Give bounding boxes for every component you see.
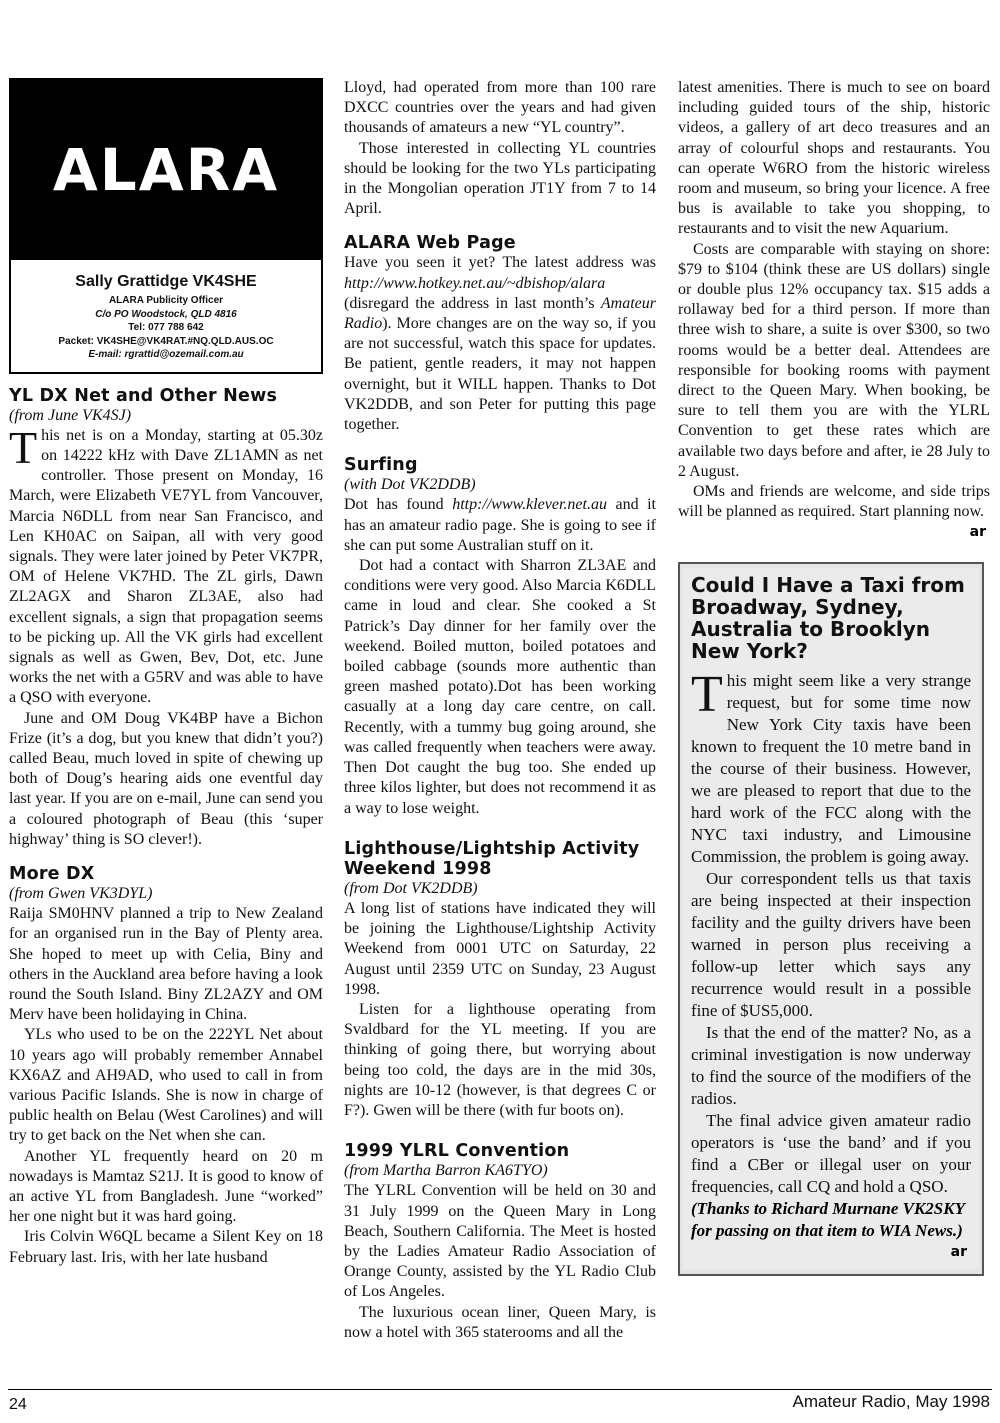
- alara-title: ALARA: [52, 136, 280, 204]
- taxi-end-mark: ar: [950, 1244, 967, 1261]
- web-url[interactable]: http://www.hotkey.net.au/~dbishop/alara: [344, 274, 606, 292]
- surf-text-2: and it has an amateur radio page. She is going to see if she can put some Australian stuff on it.: [344, 496, 656, 554]
- surf-url[interactable]: http://www.klever.net.au: [452, 496, 607, 514]
- column-2: [344, 78, 656, 1343]
- yldx-heading: YL DX Net and Other News: [9, 385, 278, 406]
- taxi-para-2: Our correspondent tells us that taxis are being inspected at their inspection facility and the guilty drivers have been warned in person plus receiving a follow-up letter which says any recurrence would result in a possible fine of $US5,000.: [691, 869, 971, 1021]
- taxi-para-4: The final advice given amateur radio operators is ‘use the band’ and if you find a CBer or illegal user on your frequencies, call CQ and hold a QSO.: [691, 1111, 971, 1197]
- surf-text-1: Dot has found: [344, 496, 453, 514]
- taxi-para-1-text: his might seem like a very strange request, but for some time now New York City taxis have been known to frequent the 10 metre band in the course of their business. However, we are pleased to report that due to the hard work of the FCC along with the NYC taxi industry, and Limousine Commission, the problem is going away.: [691, 671, 971, 867]
- taxi-para-1: [691, 666, 971, 868]
- moredx-para-5: Lloyd, had operated from more than 100 rare DXCC countries over the years and had given thousands of amateurs a new “YL country”.: [344, 79, 656, 137]
- surf-para-2: Dot had a contact with Sharron ZL3AE and conditions were very good. Also Marcia K6DLL came in loud and clear. She cooked a St Patrick’s Day dinner for her family over the weekend. Boiled mutton, boiled potatoes and boiled cabbage (sounds more authentic than green mashed potato).Dot has been working casually at a long day care centre, on call. Recently, with a tummy bug going around, she was called frequently when teachers were away. Then Dot caught the bug too. She ended up three kilos lighter, but does not recommend it as a way to lose weight.: [344, 557, 656, 817]
- yldx-dropcap: T: [9, 421, 38, 473]
- alara-tel: Tel: 077 788 642: [128, 322, 204, 333]
- yldx-para-2: June and OM Doug VK4BP have a Bichon Frize (it’s a dog, but you knew that didn’t you?) called Beau, much loved in spite of chewing up both of Doug’s hearing aids one eventful day last year. If you are on e-mail, June can send you a coloured photograph of Beau (this ‘super highway’ thing is SO clever!).: [9, 709, 323, 848]
- publication-line: Amateur Radio, May 1998: [792, 1392, 990, 1411]
- yldx-para-1-text: his net is on a Monday, starting at 05.30z on 14222 kHz with Dave ZL1AMN as net controller. Those present on Monday, 16 March, were Elizabeth VE7YL from Vancouver, Marcia N6DLL from near San Francisco, and Len KH0AC on Saipan, all with very good signals. They were later joined by Peter VK7PR, OM of Helene VK7HD. The ZL girls, Dawn ZL2AGX and Sharon ZL3AE, also had excellent signals, a sign that propagation seems to be picking up. All the VK girls had excellent signals as well as Gwen, Bev, Dot, etc. June works the net with a G5RV and was able to have a QSO with everyone.: [9, 426, 323, 707]
- web-heading: ALARA Web Page: [344, 233, 516, 254]
- ylrl-end-mark: ar: [969, 524, 986, 541]
- moredx-byline: (from Gwen VK3DYL): [9, 884, 153, 902]
- surf-byline: (with Dot VK2DDB): [344, 476, 476, 494]
- moredx-para-4: Iris Colvin W6QL became a Silent Key on 18 February last. Iris, with her late husband: [9, 1228, 323, 1266]
- surf-para-1: [344, 495, 656, 556]
- alara-role: ALARA Publicity Officer: [108, 295, 224, 306]
- web-para: [344, 253, 656, 435]
- taxi-dropcap: T: [691, 666, 723, 724]
- moredx-para-1: Raija SM0HNV planned a trip to New Zealand for an organised run in the Bay of Plenty area. She hoped to meet up with Celia, Biny and others in the Auckland area before having a look round the South Island. Biny ZL2AZY and OM Merv have been holidaying in China.: [9, 905, 323, 1024]
- ylrl-para-1: The YLRL Convention will be held on 30 and 31 July 1999 on the Queen Mary in Long Beach, Southern California. The Meet is hosted by the Ladies Amateur Radio Association of Orange County, assisted by the YL Radio Club of Los Angeles.: [344, 1182, 656, 1301]
- alara-name: Sally Grattidge VK4SHE: [75, 273, 257, 290]
- footer-rule: [8, 1389, 992, 1390]
- web-text-1: Have you seen it yet? The latest address was: [344, 254, 656, 272]
- taxi-credit: (Thanks to Richard Murnane VK2SKY for passing on that item to WIA News.): [691, 1199, 965, 1241]
- column-3: [678, 78, 990, 1276]
- alara-banner: [11, 80, 321, 260]
- light-heading: Lighthouse/Lightship Activity Weekend 1998: [344, 838, 640, 879]
- taxi-para-3: Is that the end of the matter? No, as a criminal investigation is now underway to find the source of the modifiers of the radios.: [691, 1023, 971, 1109]
- moredx-para-3: Another YL frequently heard on 20 m nowadays is Mamtaz S21J. It is good to know of an active YL from Bangladesh. June “worked” her one night but it was hard going.: [9, 1147, 323, 1226]
- ylrl-para-4: Costs are comparable with staying on shore: $79 to $104 (think these are US dollars) single or double plus 12% occupancy tax. $15 adds a rollaway bed for a third person. If more than three wish to share, a suite is over $300, so two rooms would be a better deal. Attendees are responsible for booking rooms with payment direct to the Queen Mary. When booking, be sure to tell them you are with the YLRL Convention to get these rates which are available two days before and after, ie 28 July to 2 August.: [678, 240, 990, 480]
- light-para-2: Listen for a lighthouse operating from Svaldbard for the YL meeting. If you are thinking of going there, but worrying about being too cold, the days are in the mid 30s, nights are 10-12 (however, is that degrees C or F?). Gwen will be there (with fur boots on).: [344, 1000, 656, 1119]
- ylrl-para-3: latest amenities. There is much to see on board including guided tours of the ship, historic videos, a gallery of art deco treasures and an array of colourful shops and restaurants. You can operate W6RO from the historic wireless room and museum, so bring your licence. A free bus is available to take you shopping, to restaurants and to visit the new Aquarium.: [678, 79, 990, 238]
- yldx-para-1: [9, 421, 323, 709]
- alara-masthead: [9, 78, 323, 374]
- web-text-3: ). More changes are on the way so, if you are not successful, watch this space for updates. Be patient, gentle readers, it may not happen overnight, but it WILL happen. Thanks to Dot VK2DDB, and son Peter for putting this page together.: [344, 315, 656, 434]
- ylrl-byline: (from Martha Barron KA6TYO): [344, 1162, 548, 1180]
- moredx-heading: More DX: [9, 863, 95, 884]
- alara-packet: Packet: VK4SHE@VK4RAT.#NQ.QLD.AUS.OC: [58, 335, 274, 347]
- yldx-byline: (from June VK4SJ): [9, 406, 132, 424]
- web-magazine: Amateur Radio: [344, 294, 656, 333]
- light-para-1: A long list of stations have indicated they will be joining the Lighthouse/Lightship Activity Weekend from 0001 UTC on Saturday, 22 August until 2359 UTC on Sunday, 23 August 1998.: [344, 899, 656, 998]
- column-1: [9, 78, 323, 1268]
- light-byline: (from Dot VK2DDB): [344, 879, 478, 897]
- page-number: 24: [9, 1396, 27, 1413]
- taxi-heading: Could I Have a Taxi from Broadway, Sydney, Australia to Brooklyn New York?: [691, 573, 965, 664]
- moredx-para-6: Those interested in collecting YL countries should be looking for the two YLs participating in the Mongolian operation JT1Y from 7 to 14 April.: [344, 139, 656, 218]
- ylrl-para-2: The luxurious ocean liner, Queen Mary, is now a hotel with 365 staterooms and all the: [344, 1303, 656, 1341]
- alara-contact: [11, 260, 321, 372]
- alara-email: E-mail: rgrattid@ozemail.com.au: [88, 349, 244, 360]
- taxi-sidebar: [678, 562, 984, 1276]
- ylrl-heading: 1999 YLRL Convention: [344, 1141, 570, 1162]
- surf-heading: Surfing: [344, 455, 418, 476]
- web-text-2: (disregard the address in last month’s: [344, 294, 601, 312]
- moredx-para-2: YLs who used to be on the 222YL Net about 10 years ago will probably remember Annabel KX6AZ and AH9AD, who used to call in from various Pacific Islands. She is now in charge of public health on Belau (West Carolines) and will try to get back on the Net when she can.: [9, 1026, 323, 1145]
- alara-address: C/o PO Woodstock, QLD 4816: [95, 308, 237, 320]
- ylrl-para-5: OMs and friends are welcome, and side trips will be planned as required. Start planning now.: [678, 483, 990, 521]
